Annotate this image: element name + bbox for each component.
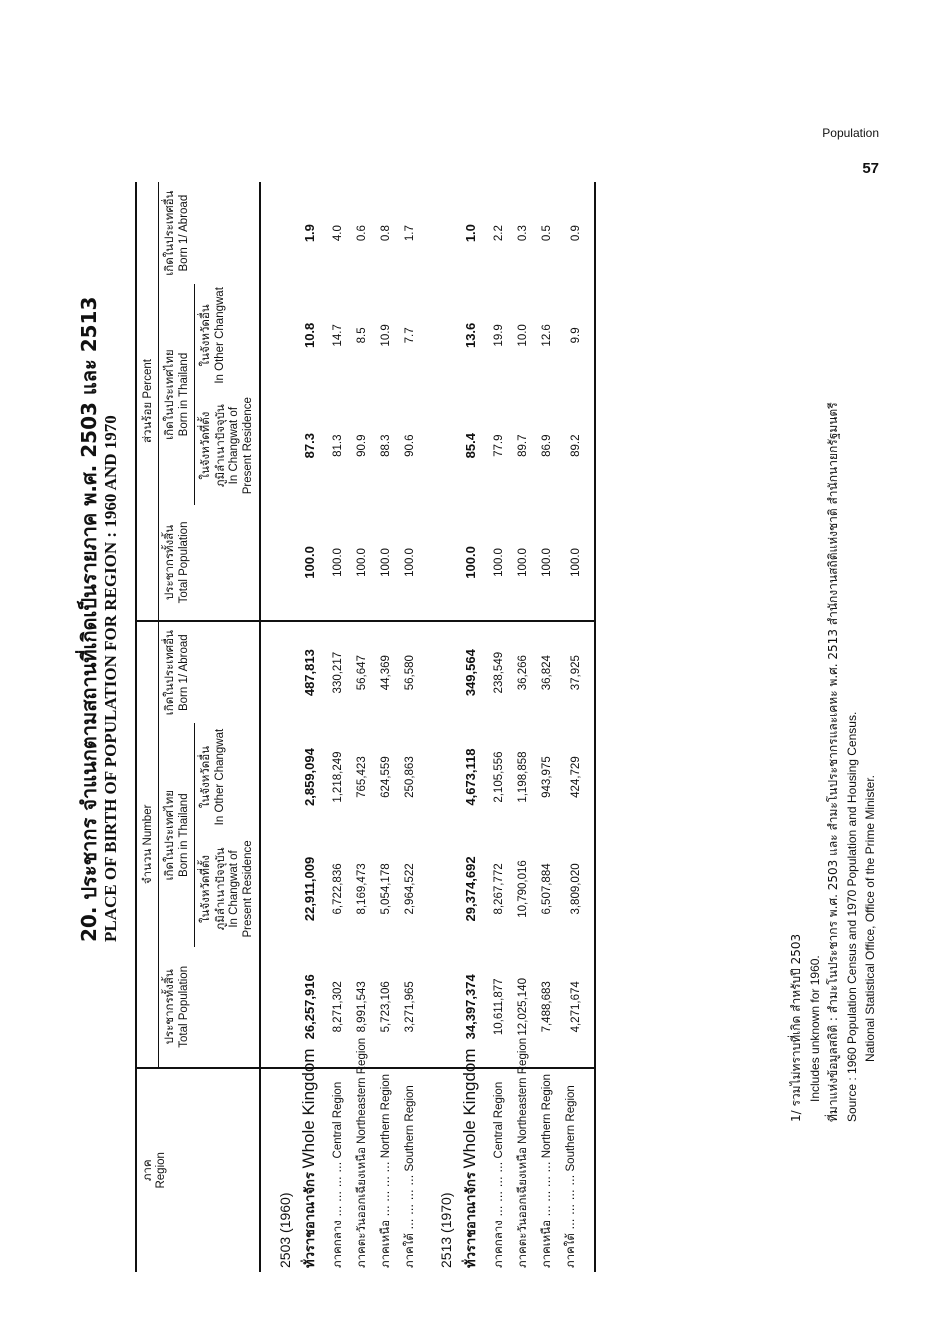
year-label: 2503 (1960)	[276, 1192, 293, 1268]
table-body	[260, 182, 595, 1272]
table-row: ภาคเหนือ ... ... ... ... Northern Region 5,723,106 5,054,178 624,559 44,369 100.0 88.3 10.9 0.8	[374, 182, 398, 1272]
same-header-n: ในจังหวัดที่ตั้งภูมิลำเนาปัจจุบัน In Changwat of Present Residence	[195, 831, 260, 947]
abroad-header-p: เกิดในประเทศอื่น Born 1/ Abroad	[159, 182, 260, 284]
abroad-header-n: เกิดในประเทศอื่น Born 1/ Abroad	[159, 621, 260, 723]
total-header-p: ประชากรทั้งสิ้น Total Population	[159, 505, 260, 621]
title-english: PLACE OF BIRTH OF POPULATION FOR REGION : 1960 AND 1970	[101, 415, 120, 942]
table-row: ภาคกลาง ... ... ... ... Central Region 10,611,877 8,267,772 2,105,556 238,549 100.0 77.9 19.9 2.2	[487, 182, 511, 1272]
table-row: ภาคใต้ ... ... ... ... Southern Region 3,271,965 2,964,522 250,863 56,580 100.0 90.6 7.7 1.7	[398, 182, 422, 1272]
born-header-n: เกิดในประเทศไทย Born in Thailand	[159, 723, 195, 947]
footnotes	[787, 182, 880, 1272]
table-row: ภาคเหนือ ... ... ... ... Northern Region 7,488,683 6,507,884 943,975 36,824 100.0 86.9 12.6 0.5	[535, 182, 559, 1272]
table-row: ภาคตะวันออกเฉียงเหนือ Northeastern Region 12,025,140 10,790,016 1,198,858 36,266 100.0 89.7 10.0 0.3	[511, 182, 535, 1272]
source-english: Source : 1960 Population Census and 1970 Population and Housing Census.	[844, 711, 859, 1122]
footnote-english: Includes unknown for 1960.	[807, 955, 822, 1102]
total-header-n: ประชากรทั้งสิ้น Total Population	[159, 947, 260, 1068]
footnote-thai: 1/ รวมไม่ทราบที่เกิด สำหรับปี 2503	[789, 933, 803, 1122]
source-thai: ที่มาแห่งข้อมูลสถิติ : สำมะโนประชากร พ.ศ. 2503 และ สำมะโนประชากรและเคหะ พ.ศ. 2513 สำนักงานสถิติแห่งชาติ สำนักนายกรัฐมนตรี	[826, 402, 841, 1122]
rotated-table-page	[77, 182, 878, 1272]
source-english-2: National Statistical Office, Office of the Prime Minister.	[863, 774, 878, 1062]
title-thai: 20. ประชากร จำแนกตามสถานที่เกิดเป็นรายภาค พ.ศ. 2503 และ 2513	[77, 296, 101, 942]
section-label: Population	[822, 126, 879, 140]
table-row: ภาคกลาง ... ... ... ... Central Region 8,271,302 6,722,836 1,218,249 330,217 100.0 81.3 14.7 4.0	[326, 182, 350, 1272]
table-row: ทั่วราชอาณาจักร Whole Kingdom 26,257,916 22,911,009 2,859,094 487,813 100.0 87.3 10.8 1.9	[296, 182, 326, 1272]
other-header-p: ในจังหวัดอื่น In Other Changwat	[195, 284, 260, 386]
population-table	[135, 182, 596, 1272]
same-header-p: ในจังหวัดที่ตั้งภูมิลำเนาปัจจุบัน In Changwat of Present Residence	[195, 386, 260, 504]
table-row: ภาคใต้ ... ... ... ... Southern Region 4,271,674 3,809,020 424,729 37,925 100.0 89.2 9.9 0.9	[559, 182, 595, 1272]
percent-header: ส่วนร้อย Percent	[136, 182, 159, 621]
page-number: 57	[862, 160, 879, 177]
table-row: ทั่วราชอาณาจักร Whole Kingdom 34,397,374 29,374,692 4,673,118 349,564 100.0 85.4 13.6 1.0	[457, 182, 487, 1272]
table-row: ภาคตะวันออกเฉียงเหนือ Northeastern Region 8,991,543 8,169,473 765,423 56,647 100.0 90.9 8.5 0.6	[350, 182, 374, 1272]
region-header: ภาค Region	[136, 1068, 260, 1272]
other-header-n: ในจังหวัดอื่น In Other Changwat	[195, 723, 260, 831]
number-header: จำนวน Number	[136, 621, 159, 1068]
year-label: 2513 (1970)	[437, 1192, 454, 1268]
born-header-p: เกิดในประเทศไทย Born in Thailand	[159, 284, 195, 505]
